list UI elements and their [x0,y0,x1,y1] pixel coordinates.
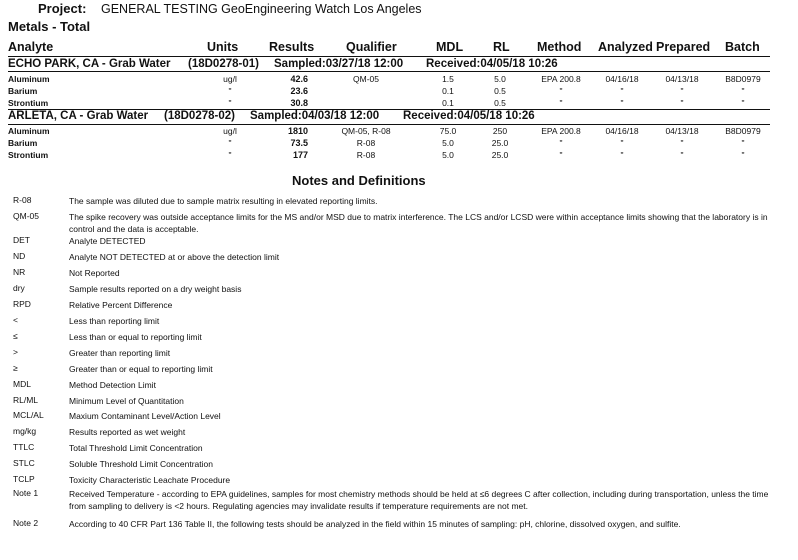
note-code: QM-05 [13,211,39,221]
note-code: TCLP [13,474,35,484]
cell-analyte: Aluminum [8,74,50,84]
cell-units: " [228,150,232,160]
cell-analyzed: " [620,98,624,108]
header-rl: RL [493,40,510,54]
project-value: GENERAL TESTING GeoEngineering Watch Los Angeles [101,2,422,16]
header-analyzed: Analyzed [598,40,653,54]
note-text: Less than reporting limit [69,316,160,326]
header-batch: Batch [725,40,760,54]
cell-result: 42.6 [290,74,308,84]
note-code: DET [13,235,30,245]
note-code: RL/ML [13,395,39,405]
cell-analyte: Aluminum [8,126,50,136]
note-text: The spike recovery was outside acceptance limits for the MS and/or MSD due to matrix interference. The LCS and/or LCSD were within acceptance limits showing that the laboratory is in control and the data is acceptable. [69,212,768,234]
note-text: Less than or equal to reporting limit [69,332,202,342]
header-method: Method [537,40,582,54]
note-code: < [13,315,18,325]
cell-prepared: 04/13/18 [665,74,699,84]
note-code: mg/kg [13,426,37,436]
cell-method: " [559,138,563,148]
cell-batch: " [741,86,745,96]
cell-units: " [228,138,232,148]
note-text: Analyte DETECTED [69,236,146,246]
section-title: Metals - Total [8,19,91,34]
note-text: Method Detection Limit [69,380,156,390]
header-mdl: MDL [436,40,464,54]
note-code: > [13,347,18,357]
cell-rl: 25.0 [491,138,509,148]
cell-batch: B8D0979 [725,126,761,136]
note-text: According to 40 CFR Part 136 Table II, the following tests should be analyzed in the field within 15 minutes of sampling: pH, chlorine, dissolved oxygen, and sulfite. [69,519,681,529]
header-results: Results [269,40,315,54]
note-code: Note 1 [13,488,39,498]
note-text: Total Threshold Limit Concentration [69,443,203,453]
cell-mdl: 75.0 [439,126,457,136]
cell-rl: 0.5 [494,98,506,108]
cell-qualifier: R-08 [356,138,376,148]
note-text: Minimum Level of Quantitation [69,396,184,406]
note-code: Note 2 [13,518,39,528]
sample-rule [8,124,770,125]
note-text: Greater than or equal to reporting limit [69,364,213,374]
cell-units: " [228,86,232,96]
cell-analyte: Strontium [8,150,49,160]
cell-qualifier: QM-05 [353,74,379,84]
sample-id: (18D0278-01) [188,58,259,70]
cell-units: " [228,98,232,108]
cell-prepared: " [680,138,684,148]
cell-prepared: " [680,150,684,160]
note-text: Soluble Threshold Limit Concentration [69,459,213,469]
cell-qualifier: R-08 [356,150,376,160]
sample-received: Received:04/05/18 10:26 [403,110,535,122]
header-rule [8,56,770,57]
project-label: Project: [38,1,87,16]
header-analyte: Analyte [8,40,54,54]
note-code: ≤ [13,331,18,341]
cell-method: EPA 200.8 [541,74,581,84]
cell-prepared: 04/13/18 [665,126,699,136]
cell-units: ug/l [223,126,237,136]
note-code: NR [13,267,26,277]
cell-rl: 25.0 [491,150,509,160]
cell-analyzed: " [620,86,624,96]
note-code: dry [13,283,25,293]
cell-result: 23.6 [290,86,308,96]
cell-rl: 5.0 [494,74,506,84]
note-code: TTLC [13,442,35,452]
cell-method: " [559,150,563,160]
cell-result: 1810 [287,126,308,136]
cell-method: " [559,98,563,108]
note-text: Received Temperature - according to EPA guidelines, samples for most chemistry methods should be held at ≤6 degrees C after collection, including during transportation, unless the time from sampling to delivery is <2 hours. Regulating agencies may invalidate results if temperature requirements are not met. [69,489,769,511]
note-code: ≥ [13,363,18,373]
note-text: Not Reported [69,268,120,278]
note-code: MDL [13,379,31,389]
cell-batch: B8D0979 [725,74,761,84]
cell-analyzed: 04/16/18 [605,126,639,136]
cell-analyzed: " [620,150,624,160]
cell-analyte: Barium [8,138,38,148]
header-prepared: Prepared [656,40,711,54]
cell-analyte: Barium [8,86,38,96]
cell-batch: " [741,150,745,160]
note-text: The sample was diluted due to sample matrix resulting in elevated reporting limits. [69,196,378,206]
cell-method: EPA 200.8 [541,126,581,136]
cell-result: 30.8 [290,98,308,108]
header-qualifier: Qualifier [346,40,397,54]
notes-title: Notes and Definitions [292,173,426,188]
note-code: STLC [13,458,35,468]
cell-result: 177 [292,150,308,160]
sample-name: ECHO PARK, CA - Grab Water [8,58,171,70]
cell-rl: 250 [492,126,508,136]
cell-batch: " [741,98,745,108]
header-units: Units [207,40,239,54]
note-code: RPD [13,299,31,309]
cell-mdl: 0.1 [442,86,454,96]
sample-rule [8,71,770,72]
cell-prepared: " [680,98,684,108]
cell-analyte: Strontium [8,98,49,108]
cell-mdl: 5.0 [442,150,454,160]
cell-analyzed: 04/16/18 [605,74,639,84]
note-text: Sample results reported on a dry weight basis [69,284,242,294]
cell-method: " [559,86,563,96]
cell-mdl: 5.0 [442,138,454,148]
cell-units: ug/l [223,74,237,84]
note-code: R-08 [13,195,32,205]
note-text: Results reported as wet weight [69,427,186,437]
note-text: Analyte NOT DETECTED at or above the detection limit [69,252,280,262]
sample-received: Received:04/05/18 10:26 [426,58,558,70]
cell-analyzed: " [620,138,624,148]
sample-sampled: Sampled:04/03/18 12:00 [250,110,380,122]
sample-sampled: Sampled:03/27/18 12:00 [274,58,404,70]
sample-name: ARLETA, CA - Grab Water [8,110,149,122]
cell-batch: " [741,138,745,148]
cell-result: 73.5 [290,138,308,148]
note-text: Relative Percent Difference [69,300,173,310]
sample-id: (18D0278-02) [164,110,235,122]
cell-mdl: 1.5 [442,74,454,84]
note-code: MCL/AL [13,410,44,420]
cell-rl: 0.5 [494,86,506,96]
note-code: ND [13,251,26,261]
cell-qualifier: QM-05, R-08 [341,126,391,136]
cell-prepared: " [680,86,684,96]
note-text: Maxium Contaminant Level/Action Level [69,411,221,421]
cell-mdl: 0.1 [442,98,454,108]
note-text: Greater than reporting limit [69,348,171,358]
note-text: Toxicity Characteristic Leachate Procedure [69,475,231,485]
